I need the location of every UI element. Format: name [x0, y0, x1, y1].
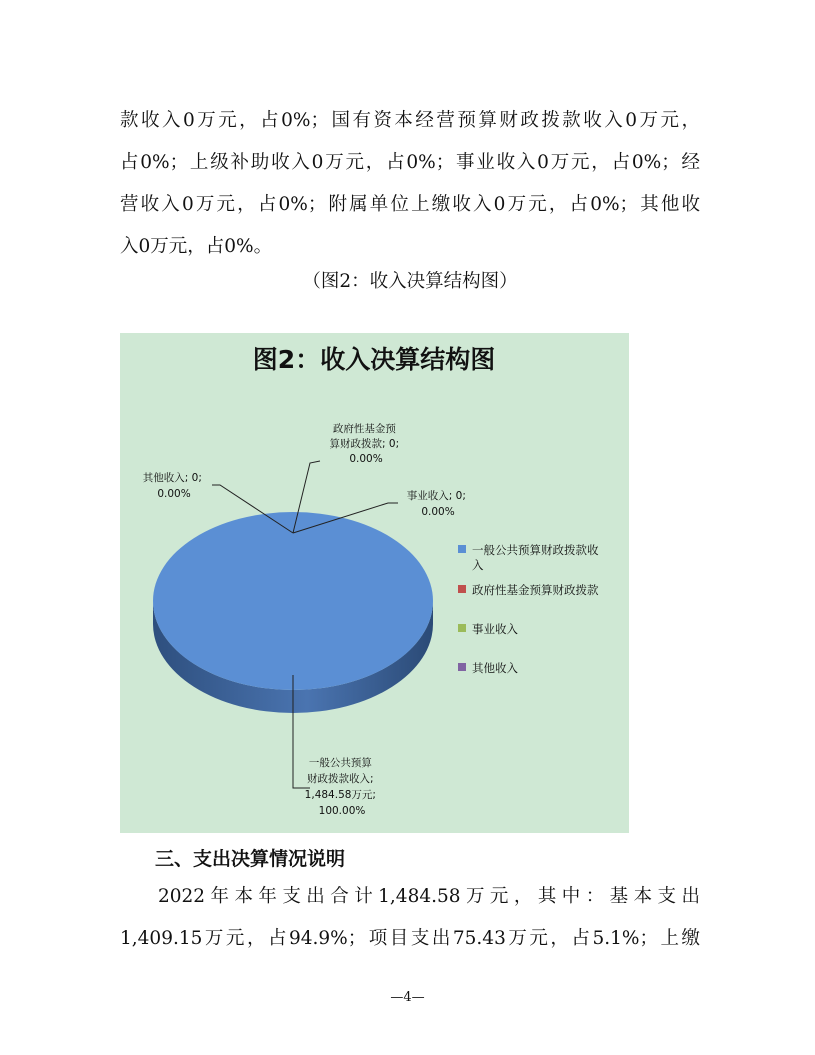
- legend-swatch-fund-budget: [458, 585, 466, 593]
- legend-label-business-income: 事业收入: [472, 622, 518, 636]
- paragraph-income-continued: [120, 100, 700, 268]
- income-structure-chart: [120, 333, 629, 833]
- pie-chart-svg: [120, 333, 629, 833]
- data-label-other-income: 其他收入; 0; 0.00%: [142, 472, 202, 500]
- data-label-fund-budget: 政府性基金预 算财政拨款; 0; 0.00%: [329, 423, 400, 465]
- text-line: 款收入0万元，占0%；国有资本经营预算财政拨款收入0万元，: [120, 110, 700, 131]
- text-line: 入0万元，占0%。: [120, 236, 273, 257]
- text-line: 占0%；上级补助收入0万元，占0%；事业收入0万元，占0%；经: [120, 152, 700, 173]
- legend-label-general-budget: 一般公共预算财政拨款收 入: [472, 543, 599, 572]
- legend-label-other-income: 其他收入: [472, 661, 518, 675]
- legend-label-fund-budget: 政府性基金预算财政拨款: [472, 583, 599, 597]
- legend-swatch-other-income: [458, 663, 466, 671]
- pie-slice-general-budget: [153, 512, 433, 690]
- chart-title: 图2：收入决算结构图: [252, 345, 496, 374]
- page-number: —4—: [390, 990, 425, 1005]
- legend-swatch-general-budget: [458, 545, 466, 553]
- figure-caption: （图2：收入决算结构图）: [302, 271, 518, 292]
- section-heading: 三、支出决算情况说明: [155, 848, 346, 870]
- data-label-general-budget: 一般公共预算 财政拨款收入; 1,484.58万元; 100.00%: [304, 757, 376, 817]
- paragraph-expenditure: [120, 876, 700, 960]
- text-line: 2022年本年支出合计1,484.58万元，其中：基本支出: [158, 886, 700, 907]
- text-line: 营收入0万元，占0%；附属单位上缴收入0万元，占0%；其他收: [120, 194, 700, 215]
- chart-legend: [458, 543, 602, 675]
- data-label-business-income: 事业收入; 0; 0.00%: [406, 490, 466, 518]
- legend-swatch-business-income: [458, 624, 466, 632]
- text-line: 1,409.15万元，占94.9%；项目支出75.43万元，占5.1%；上缴: [120, 928, 700, 949]
